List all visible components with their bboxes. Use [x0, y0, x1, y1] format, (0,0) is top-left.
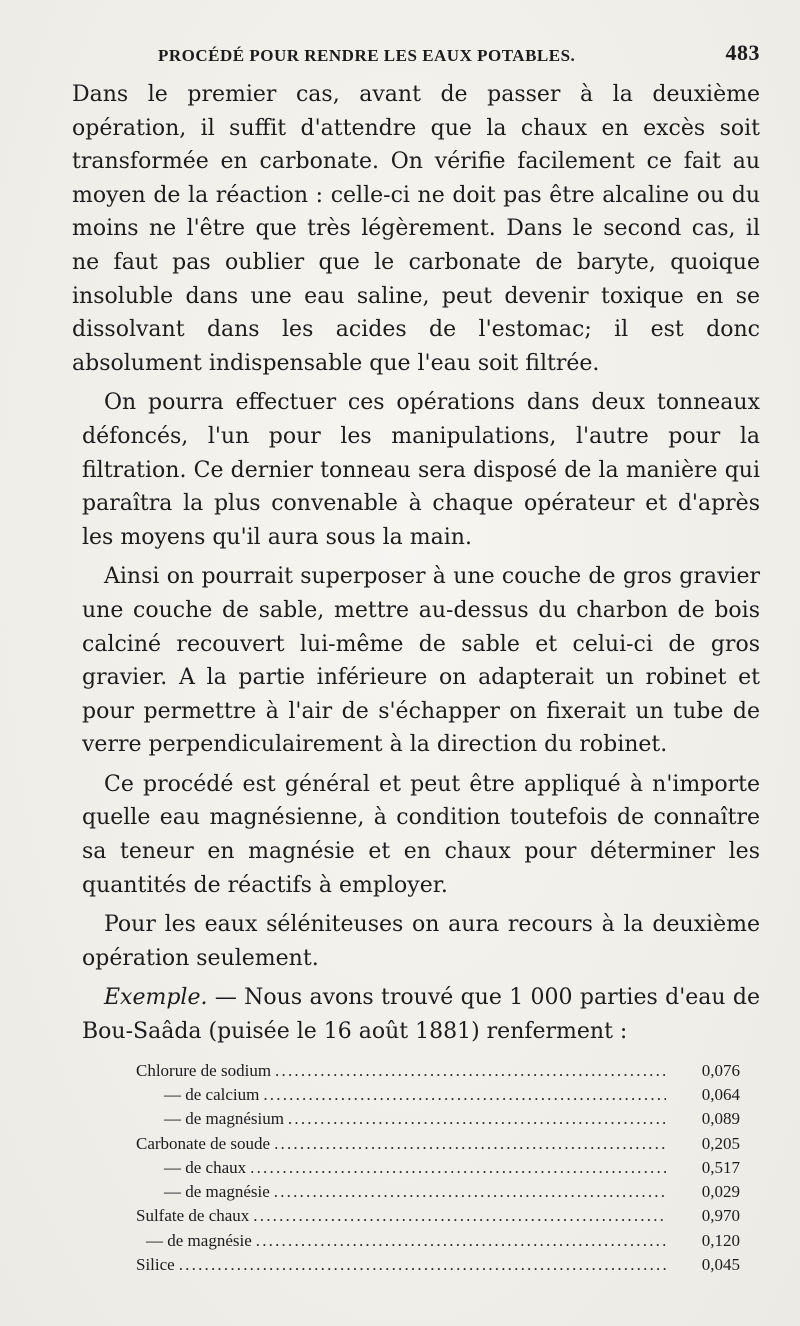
paragraph: Ainsi on pourrait superposer à une couche de gros gravier une couche de sable, mettre au-dessus du charbon de bois calciné recouvert lui-même de sable et celui-ci de gros gravier. A la partie inférieure on adapterait un robinet et pour permettre à l'air de s'échapper on fixerait un tube de verre perpendiculairement à la direction du robinet.: [82, 564, 760, 758]
composition-value: 0,205: [701, 1133, 740, 1153]
dot-leader: [250, 1158, 666, 1178]
composition-value: 0,064: [701, 1084, 740, 1104]
composition-value: 0,029: [701, 1182, 740, 1202]
composition-value: 0,517: [701, 1157, 740, 1177]
composition-row: [136, 1231, 740, 1255]
composition-label: — de magnésie: [164, 1182, 270, 1202]
composition-label: Silice: [136, 1255, 175, 1274]
composition-row: [136, 1158, 740, 1182]
dot-leader: [253, 1206, 666, 1226]
dot-leader: [288, 1109, 666, 1129]
composition-row: [136, 1061, 740, 1085]
composition-row: [136, 1109, 740, 1133]
composition-value: 0,045: [701, 1255, 740, 1274]
composition-label: — de magnésium: [164, 1109, 284, 1129]
dot-leader: [274, 1182, 666, 1202]
running-title: PROCÉDÉ POUR RENDRE LES EAUX POTABLES.: [158, 46, 576, 65]
example-text: — Nous avons trouvé que 1 000 parties d'eau de Bou-Saâda (puisée le 16 août 1881) renferment :: [82, 985, 760, 1045]
composition-value: 0,970: [701, 1206, 740, 1226]
composition-row: [136, 1182, 740, 1206]
dot-leader: [179, 1255, 666, 1275]
composition-value: 0,076: [701, 1060, 740, 1080]
composition-label: — de calcium: [164, 1084, 260, 1104]
dot-leader: [263, 1085, 666, 1105]
composition-label: Chlorure de sodium: [136, 1060, 272, 1080]
dot-leader: [275, 1061, 666, 1081]
paragraph: Pour les eaux séléniteuses on aura recours à la deuxième opération seulement.: [82, 912, 760, 971]
composition-value: 0,120: [701, 1230, 740, 1250]
body-text: [72, 78, 760, 1049]
composition-label: — de magnésie: [146, 1230, 252, 1250]
composition-table: [136, 1061, 740, 1280]
dot-leader: [256, 1231, 666, 1251]
example-label: Exemple.: [104, 985, 208, 1011]
composition-row: [136, 1206, 740, 1230]
running-head: [82, 38, 760, 78]
composition-label: Sulfate de chaux: [136, 1206, 250, 1226]
example-paragraph: [82, 981, 760, 1048]
composition-row: [136, 1085, 740, 1109]
dot-leader: [274, 1134, 666, 1154]
paragraph: Ce procédé est général et peut être appliqué à n'importe quelle eau magnésienne, à condition toutefois de connaître sa teneur en magnésie et en chaux pour déterminer les quantités de réactifs à employer.: [82, 771, 760, 898]
composition-row: [136, 1134, 740, 1158]
composition-label: Carbonate de soude: [136, 1133, 271, 1153]
composition-value: 0,089: [701, 1109, 740, 1129]
page-number: 483: [725, 40, 760, 65]
paragraph: Dans le premier cas, avant de passer à la deuxième opération, il suffit d'attendre que la chaux en excès soit transformée en carbonate. On vérifie facilement ce fait au moyen de la réaction : celle-ci ne doit pas être alcaline ou du moins ne l'être que très légèrement. Dans le second cas, il ne faut pas oublier que le carbonate de baryte, quoique insoluble dans une eau saline, peut devenir toxique en se dissolvant dans les acides de l'estomac; il est donc absolument indispensable que l'eau soit filtrée.: [72, 82, 760, 376]
composition-label: — de chaux: [164, 1157, 247, 1177]
composition-row: [136, 1255, 740, 1279]
paragraph: On pourra effectuer ces opérations dans deux tonneaux défoncés, l'un pour les manipulations, l'autre pour la filtration. Ce dernier tonneau sera disposé de la manière qui paraîtra la plus convenable à chaque opérateur et d'après les moyens qu'il aura sous la main.: [82, 390, 760, 550]
